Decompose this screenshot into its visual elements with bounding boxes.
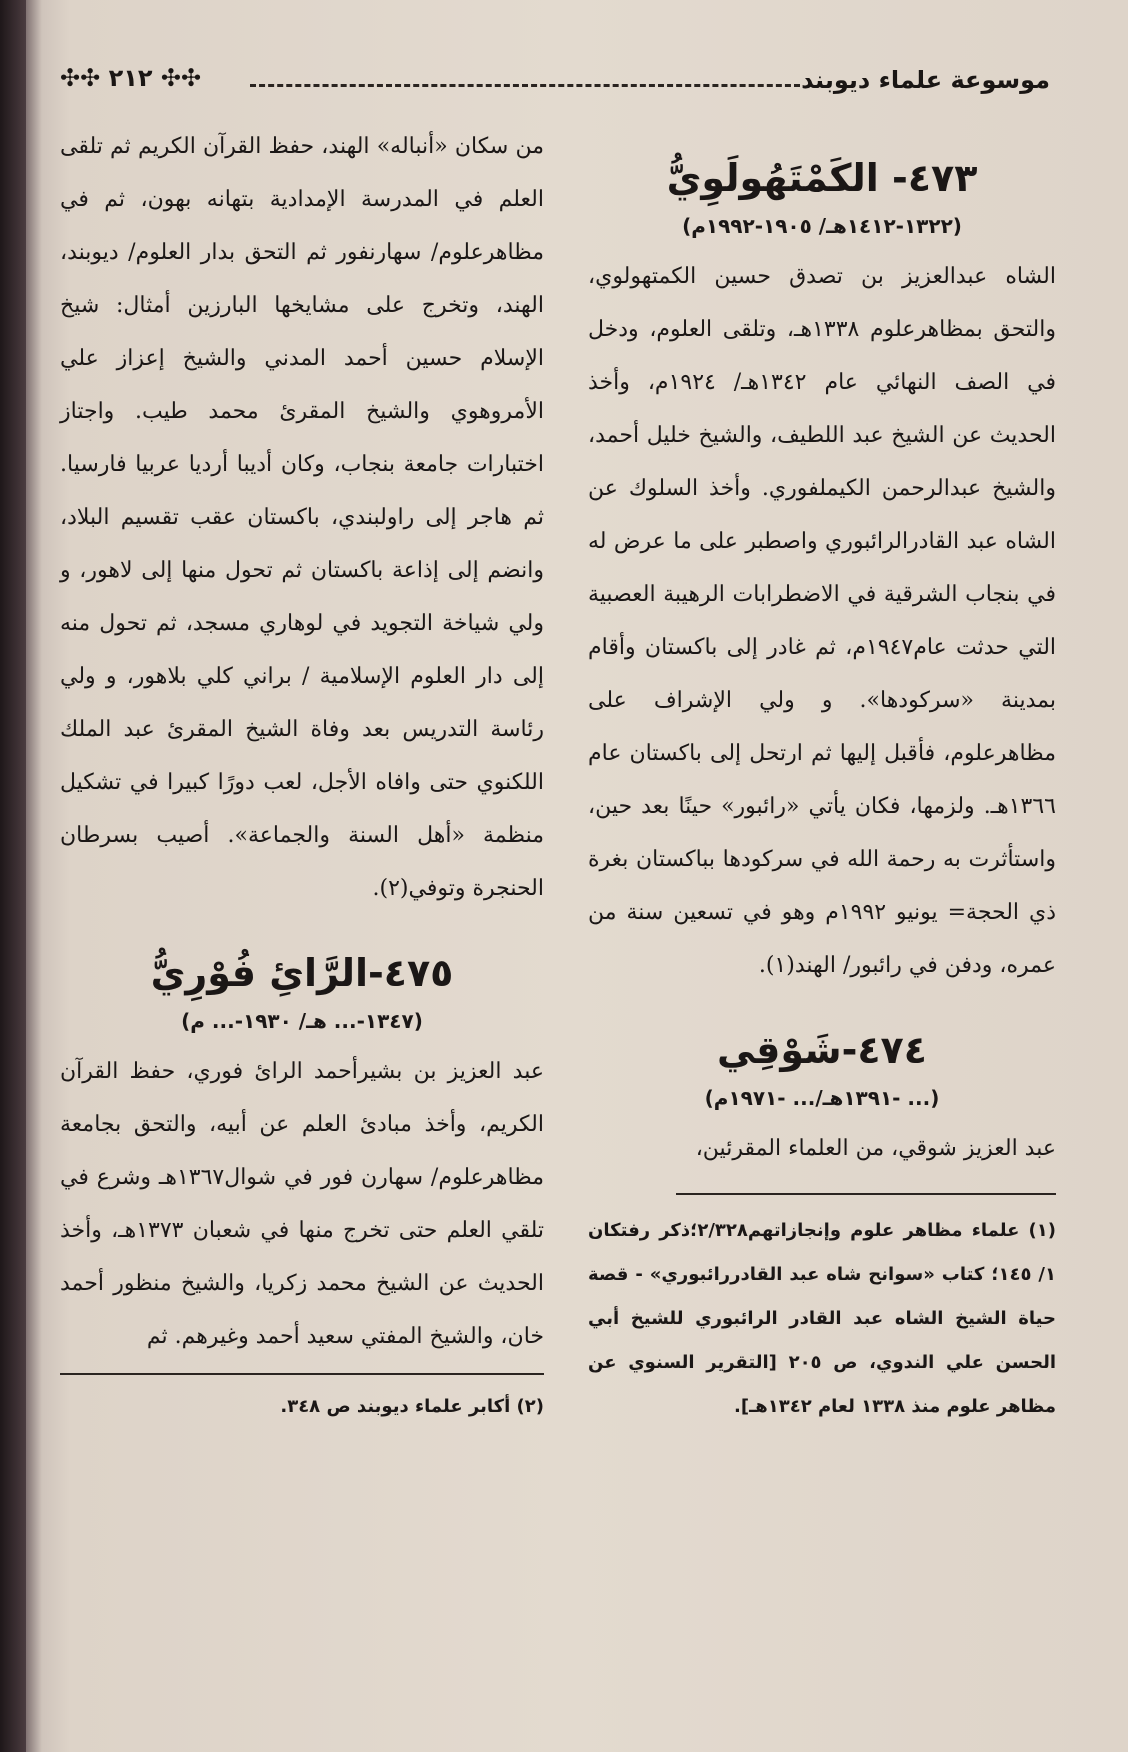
entry-473-dates: (١٣٢٢-١٤١٢هـ/ ١٩٠٥-١٩٩٢م) [682, 214, 962, 238]
running-header [60, 62, 1050, 106]
entry-475-dates: (١٣٤٧-... هـ/ ١٩٣٠-... م) [181, 1009, 423, 1033]
entry-475-heading: ٤٧٥-الرَّائِ فُوْرِيُّ [150, 951, 454, 995]
page-number: ✣✣ ٢١٢ ✣✣ [60, 64, 202, 92]
footnote-1: (١) علماء مظاهر علوم وإنجازاتهم٢/٣٢٨؛ذكر رفتكان ١/ ١٤٥؛ كتاب «سوانح شاه عبد القادررائبوري» - قصة حياة الشيخ الشاه عبد القادر الرائبوري للشيخ أبي الحسن علي الندوي، ص ٢٠٥ [التقرير السنوي عن مظاهر علوم منذ ١٣٣٨ لعام ١٣٤٢هـ]. [588, 1220, 1057, 1417]
running-title: موسوعة علماء ديوبند [801, 66, 1050, 94]
entry-474-dates: (... -١٣٩١هـ/... -١٩٧١م) [704, 1086, 940, 1110]
entry-475-body: عبد العزيز بن بشيرأحمد الرائ فوري، حفظ القرآن الكريم، وأخذ مبادئ العلم عن أبيه، والتحق بجامعة مظاهرعلوم/ سهارن فور في شوال١٣٦٧هـ وشرع في تلقي العلم حتى تخرج منها في شعبان ١٣٧٣هـ، وأخذ الحديث عن الشيخ محمد زكريا، والشيخ منظور أحمد خان، والشيخ المفتي سعيد أحمد وغيرهم. ثم [60, 1059, 544, 1349]
footnote-2: (٢) أكابر علماء ديوبند ص ٣٤٨. [280, 1396, 544, 1417]
page-number-value: ٢١٢ [108, 64, 153, 92]
entry-473-body: الشاه عبدالعزيز بن تصدق حسين الكمتهولوي، والتحق بمظاهرعلوم ١٣٣٨هـ، وتلقى العلوم، ودخل في الصف النهائي عام ١٣٤٢هـ/ ١٩٢٤م، وأخذ الحديث عن الشيخ عبد اللطيف، والشيخ خليل أحمد، والشيخ عبدالرحمن الكيملفوري. وأخذ السلوك عن الشاه عبد القادرالرائبوري واصطبر على ما عرض له في بنجاب الشرقية في الاضطرابات الرهيبة العصبية التي حدثت عام١٩٤٧م، ثم غادر إلى باكستان وأقام بمدينة «سركودها». و ولي الإشراف على مظاهرعلوم، فأقبل إليها ثم ارتحل إلى باكستان عام ١٣٦٦هـ. ولزمها، فكان يأتي «رائبور» حينًا بعد حين، واستأثرت به رحمة الله في سركودها بباكستان بغرة ذي الحجة= يونيو ١٩٩٢م وهو في تسعين سنة من عمره، ودفن في رائبور/ الهند(١). [588, 264, 1057, 978]
book-spine [0, 0, 26, 1752]
left-column [60, 120, 544, 1429]
entry-474-heading: ٤٧٤-شَوْقِي [717, 1028, 927, 1072]
right-column [588, 120, 1056, 1429]
header-dashed-rule [250, 84, 800, 87]
entry-473-heading: ٤٧٣- الكَمْتَهُولَوِيُّ [666, 156, 978, 200]
footnote-rule [676, 1193, 1056, 1195]
footnote-rule [60, 1373, 544, 1375]
entry-474-body: عبد العزيز شوقي، من العلماء المقرئين، [695, 1136, 1056, 1161]
entry-474-continued: من سكان «أنباله» الهند، حفظ القرآن الكريم ثم تلقى العلم في المدرسة الإمدادية بتهانه بهون، ثم في مظاهرعلوم/ سهارنفور ثم التحق بدار العلوم/ ديوبند، الهند، وتخرج على مشايخها البارزين أمثال: شيخ الإسلام حسين أحمد المدني والشيخ إعزاز علي الأمروهوي والشيخ المقرئ محمد طيب. واجتاز اختبارات جامعة بنجاب، وكان أديبا أرديا عربيا فارسيا. ثم هاجر إلى راولبندي، باكستان عقب تقسيم البلاد، وانضم إلى إذاعة باكستان ثم تحول منها إلى لاهور، و ولي شياخة التجويد في لوهاري مسجد، ثم تحول منه إلى دار العلوم الإسلامية / براني كلي بلاهور، و ولي رئاسة التدريس بعد وفاة الشيخ المقرئ عبد الملك اللكنوي حتى وافاه الأجل، لعب دورًا كبيرا في تشكيل منظمة «أهل السنة والجماعة». أصيب بسرطان الحنجرة وتوفي(٢). [60, 134, 544, 901]
